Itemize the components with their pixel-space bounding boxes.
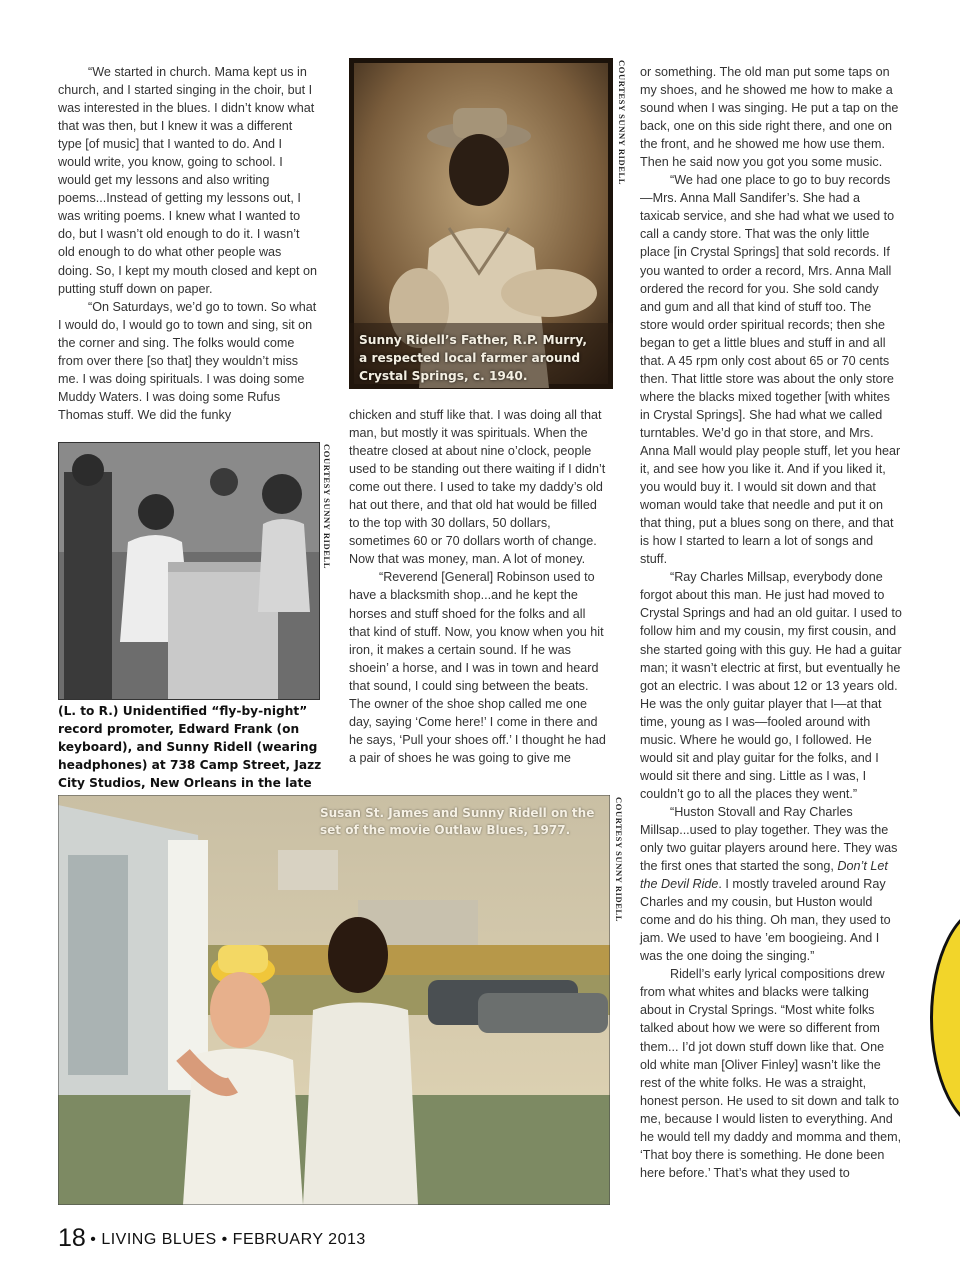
photo-movie [58, 795, 610, 1205]
article-paragraph: “Reverend [General] Robinson used to have a blacksmith shop...and he kept the horses and stuff shoed for the folks and all that kind of stuff. Now, you know when you hit iron, it makes a certain sound. If he was shoein’ a horse, and I was in town and heard that sound, I could sing between the beats. The owner of the shoe shop called me one day, saying ‘Come here!’ I come in there and he says, ‘Pull your shoes off.’ I thought he had a pair of shoes he was going to give me [349, 570, 606, 765]
article-column-2 [349, 406, 609, 767]
article-paragraph: “We started in church. Mama kept us in church, and I started singing in the choir, but I was interested in the blues. I didn’t know what that was then, but I knew it was a different type [of music] that I wanted to do. And I would write, you know, going to school. I would get my lessons and also writing poems...Instead of getting my lessons out, I was writing poems. I knew what I wanted to do, but I wasn’t old enough to do it. I wasn’t old enough to do what other people was doing. So, I kept my mouth closed and kept on putting stuff down on paper. [58, 65, 318, 296]
article-paragraph: chicken and stuff like that. I was doing all that man, but mostly it was spirituals. When the theatre closed at about nine o’clock, people used to be standing out there waiting if I didn’t come out there. I used to take my daddy’s old hat out there, and that old hat would be filled to the top with 30 dollars, 50 dollars, sometimes 60 or 70 dollars worth of change. Now that was money, man. A lot of money. [349, 408, 606, 567]
magazine-issue: • LIVING BLUES • FEBRUARY 2013 [90, 1231, 366, 1248]
article-paragraph: or something. The old man put some taps on my shoes, and he showed me how to make a sound when I was singing. He put a tap on the back, one on this side right there, and one on the front, and he showed me how use them. Then he said now you got you some music. [640, 65, 899, 170]
photo-studio-caption: (L. to R.) Unidentified “fly-by-night” record promoter, Edward Frank (on keyboard), and Sunny Ridell (wearing headphones) at 738 Camp Street, Jazz City Studios, New Orleans in the late [58, 704, 322, 790]
article-text: “Huston Stovall and Ray Charles Millsap...used to play together. They was the only two guitar players around here. They was the first ones that started the song, [640, 804, 898, 874]
article-paragraph: “Ray Charles Millsap, everybody done forgot about this man. He just had moved to Crystal Springs and had an old guitar. I used to follow him and my cousin, my first cousin, and she started going with this guy. He had a guitar man; it wasn’t electric at first, but eventually he got an electric. I was about 12 or 13 years old. He was the only guitar player that I—at that time, young as I was—fooled around with music. Where he would go, I followed. He would sit and play guitar for the folks, and I would sit there and sing. Little as I was, I couldn’t go to all the places they went.” [640, 570, 902, 801]
photo-studio [58, 442, 320, 700]
photo-movie-caption: Susan St. James and Sunny Ridell on the set of the movie Outlaw Blues, 1977. [320, 806, 595, 837]
article-paragraph: “On Saturdays, we’d go to town. So what I would do, I would go to town and sing, sit on the corner and sing. The folks would come from over there [so that] they wouldn’t miss me. I was doing spirituals. I was doing some Muddy Waters. I was doing some Rufus Thomas stuff. We did the funky [58, 299, 317, 422]
photo-movie-credit: COURTESY SUNNY RIDELL [614, 797, 624, 923]
photo-father-credit: COURTESY SUNNY RIDELL [617, 60, 627, 186]
article-paragraph [640, 803, 902, 965]
page-number: 18 [58, 1224, 86, 1252]
article-column-3 [640, 63, 902, 1182]
photo-father-caption: Sunny Ridell’s Father, R.P. Murry, a respected local farmer around Crystal Springs, c. 1940. [359, 333, 587, 383]
song-title: Don’t Let the Devil Ride [640, 859, 888, 892]
photo-movie-image [58, 795, 610, 1205]
article-text: . I mostly traveled around Ray Charles and my cousin, but Huston would come and do his thing. Oh man, they used to jam. We used to have ’em boogieing. And I was the one doing the singing.” [640, 877, 891, 964]
photo-studio-credit: COURTESY SUNNY RIDELL [322, 444, 332, 570]
page-footer [58, 1224, 366, 1253]
photo-studio-image [58, 442, 320, 700]
decorative-yellow-shape [930, 905, 960, 1131]
photo-father [349, 58, 613, 389]
article-paragraph: Ridell’s early lyrical compositions drew from what whites and blacks were talking about in Crystal Springs. “Most white folks talked about how we were so different from them... I’d jot down stuff down like that. One old white man [Oliver Finley] wasn’t like the rest of the white folks. He was a straight, honest person. He used to sit down and talk to me, because I would listen to everything. And he would tell my daddy and momma and them, ‘That boy there is something. He done been here before.’ That’s what they used to [640, 967, 902, 1180]
article-paragraph: “We had one place to go to buy records—Mrs. Anna Mall Sandifer’s. She had a taxicab service, and she had what we used to call a candy store. That was the only little place [in Crystal Springs] that sold records. If you wanted to order a record, Mrs. Anna Mall ordered the record for you. She sold candy and gum and all that kind of stuff too. The store would order spiritual records; then she began to get a little blues and stuff in and all that. A 45 rpm only cost about 65 or 70 cents then. That little store was about the only store where the blacks mixed together [with whites in Crystal Springs]. She had what we called turntables. We’d go in that store, and Mrs. Anna Mall would play people stuff, let you hear it, and see how you like it. And if you liked it, you would buy it. I would sit down and that woman would take that needle and put it on that thing, put a blues song on there, and that is how I started to learn a lot of songs and stuff. [640, 173, 901, 567]
article-column-1 [58, 63, 318, 424]
